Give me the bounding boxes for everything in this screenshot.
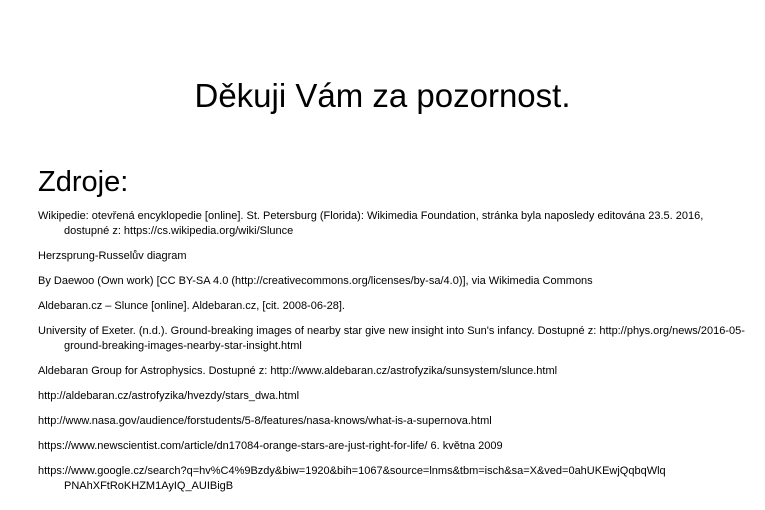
reference-item: Herzsprung-Russelův diagram [38,250,187,262]
reference-item: https://www.google.cz/search?q=hv%C4%9Bzdy&biw=1920&bih=1067&source=lnms&tbm=isch&sa=X&ved=0ahUKEwjQqbqWlq PNAhXFtRoKHZM1AyIQ_AUIBigB [38,465,666,492]
reference-item: Aldebaran Group for Astrophysics. Dostupné z: http://www.aldebaran.cz/astrofyzika/sunsystem/slunce.html [38,365,558,377]
slide-title: Děkuji Vám za pozornost. [194,77,571,114]
reference-item: https://www.newscientist.com/article/dn17084-orange-stars-are-just-right-for-life/ 6. května 2009 [38,440,503,452]
reference-item: http://aldebaran.cz/astrofyzika/hvezdy/stars_dwa.html [38,390,300,402]
sources-heading: Zdroje: [38,166,129,198]
reference-item: By Daewoo (Own work) [CC BY-SA 4.0 (http://creativecommons.org/licenses/by-sa/4.0)], via Wikimedia Commons [38,275,593,287]
reference-list [38,209,750,504]
reference-item: Aldebaran.cz – Slunce [online]. Aldebaran.cz, [cit. 2008-06-28]. [38,300,345,312]
reference-item: Wikipedie: otevřená encyklopedie [online]. St. Petersburg (Florida): Wikimedia Foundation, stránka byla naposledy editována 23.5. 2016, dostupné z: https://cs.wikipedia.org/wiki/Slunce [38,210,704,237]
reference-item: http://www.nasa.gov/audience/forstudents/5-8/features/nasa-knows/what-is-a-supernova.html [38,415,492,427]
reference-item: University of Exeter. (n.d.). Ground-breaking images of nearby star give new insight into Sun's infancy. Dostupné z: http://phys.org/news/2016-05-ground-breaking-images-nearby-star-insight.html [38,325,745,352]
